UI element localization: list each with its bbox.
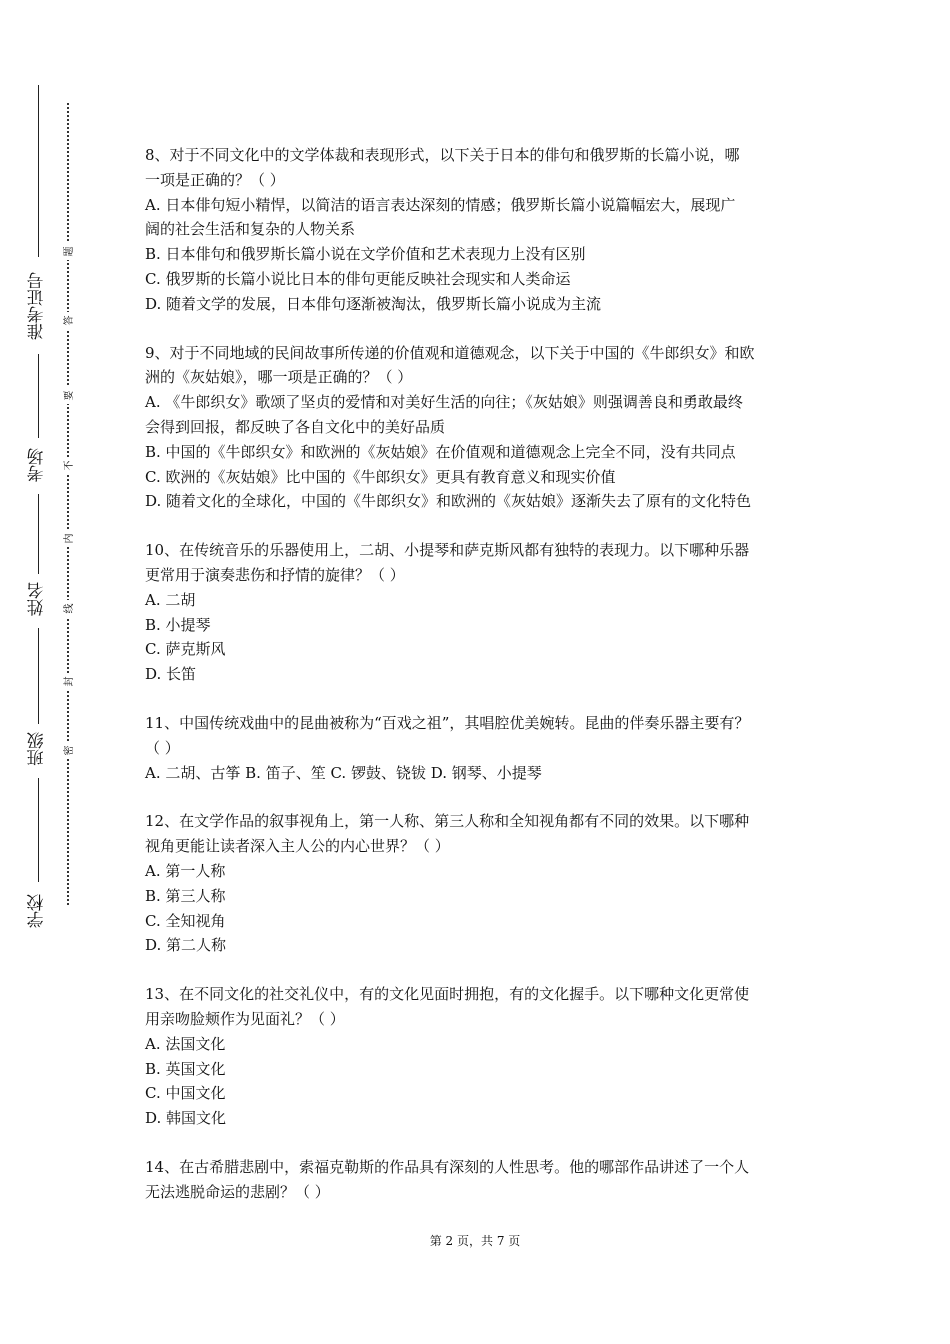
- seal-char: 内: [59, 530, 76, 547]
- seal-char: 线: [59, 600, 76, 617]
- option-b: B. 小提琴: [145, 615, 211, 634]
- question-stem: 8、对于不同文化中的文学体裁和表现形式，以下关于日本的俳句和俄罗斯的长篇小说，哪: [145, 146, 740, 164]
- question-stem: 12、在文学作品的叙事视角上，第一人称、第三人称和全知视角都有不同的效果。以下哪种: [145, 812, 750, 831]
- option-a-continued: 阔的社会生活和复杂的人物关系: [145, 220, 356, 239]
- option-c: C. 俄罗斯的长篇小说比日本的俳句更能反映社会现实和人类命运: [145, 269, 571, 288]
- seal-char: 要: [59, 387, 76, 404]
- question-stem: 13、在不同文化的社交礼仪中，有的文化见面时拥抱，有的文化握手。以下哪种文化更常使: [145, 985, 750, 1004]
- option-c: C. 欧洲的《灰姑娘》比中国的《牛郎织女》更具有教育意义和现实价值: [145, 467, 616, 486]
- option-d: D. 长笛: [145, 665, 197, 684]
- option-row: A. 二胡、古筝 B. 笛子、笙 C. 锣鼓、铙钹 D. 钢琴、小提琴: [145, 763, 542, 782]
- option-a: A. 二胡: [145, 590, 196, 609]
- question-stem: 一项是正确的？（ ）: [145, 170, 285, 189]
- option-c: C. 中国文化: [145, 1084, 226, 1103]
- question-12: [145, 809, 825, 958]
- option-a: A. 第一人称: [145, 861, 226, 880]
- option-b: B. 英国文化: [145, 1059, 226, 1078]
- question-stem: 洲的《灰姑娘》，哪一项是正确的？（ ）: [145, 368, 413, 387]
- option-d: D. 随着文化的全球化，中国的《牛郎织女》和欧洲的《灰姑娘》逐渐失去了原有的文化特色: [145, 492, 752, 511]
- binding-margin: [0, 0, 110, 1344]
- option-b: B. 日本俳句和俄罗斯长篇小说在文学价值和艺术表现力上没有区别: [145, 245, 586, 264]
- question-13: [145, 982, 825, 1131]
- seal-char: 题: [59, 243, 76, 260]
- question-8: [145, 143, 825, 317]
- exam-number-label: 准考证号: [27, 272, 48, 340]
- question-stem: 14、在古希腊悲剧中，索福克勒斯的作品具有深刻的人性思考。他的哪部作品讲述了一个人: [145, 1157, 750, 1176]
- option-c: C. 全知视角: [145, 911, 226, 930]
- option-d: D. 第二人称: [145, 936, 227, 955]
- option-d: D. 韩国文化: [145, 1109, 227, 1128]
- option-c: C. 萨克斯风: [145, 640, 226, 659]
- field-underline: [38, 778, 39, 882]
- option-a: A. 《牛郎织女》歌颂了坚贞的爱情和对美好生活的向往；《灰姑娘》则强调善良和勇敢最终: [145, 393, 743, 412]
- question-stem: 11、中国传统戏曲中的昆曲被称为“百戏之祖”，其唱腔优美婉转。昆曲的伴奏乐器主要有？: [145, 713, 750, 732]
- school-label: 学校: [27, 894, 48, 928]
- option-a: A. 日本俳句短小精悍，以简洁的语言表达深刻的情感；俄罗斯长篇小说篇幅宏大，展现广: [145, 195, 736, 214]
- seal-line: [67, 103, 69, 905]
- seal-char: 答: [59, 312, 76, 329]
- option-b: B. 中国的《牛郎织女》和欧洲的《灰姑娘》在价值观和道德观念上完全不同，没有共同点: [145, 442, 736, 461]
- option-b: B. 第三人称: [145, 886, 226, 905]
- seal-char: 封: [59, 673, 76, 690]
- question-11: [145, 711, 825, 785]
- class-label: 班级: [27, 732, 48, 766]
- seal-char: 密: [59, 742, 76, 759]
- question-stem: 更常用于演奏悲伤和抒情的旋律？（ ）: [145, 565, 405, 584]
- seal-char: 不: [59, 457, 76, 474]
- page-number: 第 2 页，共 7 页: [429, 1234, 521, 1248]
- question-stem: 视角更能让读者深入主人公的内心世界？（ ）: [145, 837, 450, 856]
- question-stem: 无法逃脱命运的悲剧？（ ）: [145, 1182, 330, 1201]
- option-a: A. 法国文化: [145, 1034, 226, 1053]
- question-stem: 10、在传统音乐的乐器使用上，二胡、小提琴和萨克斯风都有独特的表现力。以下哪种乐器: [145, 541, 750, 560]
- option-a-continued: 会得到回报，都反映了各自文化中的美好品质: [145, 417, 446, 436]
- name-label: 姓名: [27, 582, 48, 616]
- question-stem: 9、对于不同地域的民间故事所传递的价值观和道德观念，以下关于中国的《牛郎织女》和欧: [145, 343, 755, 362]
- question-list: [145, 143, 825, 1204]
- field-underline: [38, 354, 39, 438]
- field-underline: [38, 628, 39, 724]
- field-underline: [38, 494, 39, 574]
- option-d: D. 随着文学的发展，日本俳句逐渐被淘汰，俄罗斯长篇小说成为主流: [145, 294, 602, 313]
- question-stem: （ ）: [145, 738, 180, 757]
- question-9: [145, 341, 825, 515]
- question-10: [145, 538, 825, 687]
- question-stem: 用亲吻脸颊作为见面礼？（ ）: [145, 1009, 345, 1028]
- exam-room-label: 考场: [27, 448, 48, 482]
- question-14: [145, 1155, 825, 1205]
- field-underline: [38, 85, 39, 257]
